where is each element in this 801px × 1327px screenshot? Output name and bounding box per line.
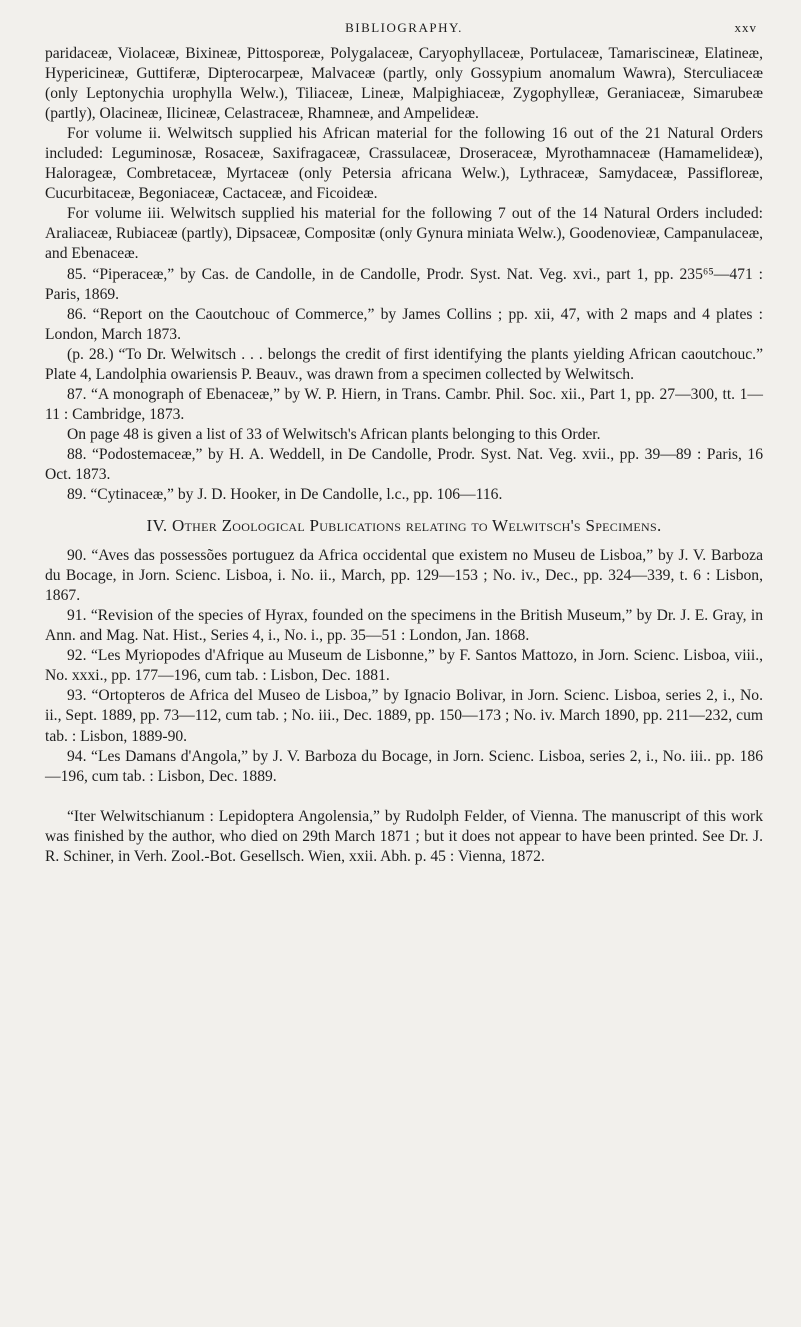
section-heading: [45, 515, 763, 537]
bib-entry-88: 88. “Podostemaceæ,” by H. A. Weddell, in De Candolle, Prodr. Syst. Nat. Veg. xvii., pp. 39—89 : Paris, 16 Oct. 1873.: [45, 445, 763, 483]
bib-note: (p. 28.) “To Dr. Welwitsch . . . belongs the credit of first identifying the plants yielding African caoutchouc.” Plate 4, Landolphia owariensis P. Beauv., was drawn from a specimen collected by Welwitsch.: [45, 345, 763, 383]
section-numeral: IV.: [146, 516, 168, 536]
bib-note: On page 48 is given a list of 33 of Welwitsch's African plants belonging to this Order.: [67, 425, 601, 443]
page-number: xxv: [734, 20, 757, 35]
bib-entry-92: 92. “Les Myriopodes d'Afrique au Museum de Lisbonne,” by F. Santos Mattozo, in Jorn. Scienc. Lisboa, viii., No. xxxi., pp. 177—196, cum tab. : Lisbon, Dec. 1881.: [45, 647, 763, 685]
running-head: [45, 8, 763, 44]
paragraph: For volume ii. Welwitsch supplied his African material for the following 16 out of the 21 Natural Orders included: Leguminosæ, Rosaceæ, Saxifragaceæ, Crassulaceæ, Droseraceæ, Myrothamnaceæ (Hamamelideæ), Halorageæ, Combretaceæ, Myrtaceæ (only Petersia africana Welw.), Lythraceæ, Samydaceæ, Passifloreæ, Cucurbitaceæ, Begoniaceæ, Cactaceæ, and Ficoideæ.: [45, 125, 763, 203]
paragraph: paridaceæ, Violaceæ, Bixineæ, Pittosporeæ, Polygalaceæ, Caryophyllaceæ, Portulaceæ, Tamariscineæ, Elatineæ, Hypericineæ, Guttiferæ, Dipterocarpeæ, Malvaceæ (partly, only Gossypium anomalum Wawra), Sterculiaceæ (only Leptonychia urophylla Welw.), Tiliaceæ, Lineæ, Malpighiaceæ, Zygophylleæ, Geraniaceæ, Simarubeæ (partly), Olacineæ, Ilicineæ, Celastraceæ, Rhamneæ, and Ampelideæ.: [45, 45, 763, 123]
bib-entry-91: 91. “Revision of the species of Hyrax, founded on the specimens in the British Museum,” by Dr. J. E. Gray, in Ann. and Mag. Nat. Hist., Series 4, i., No. i., pp. 35—51 : London, Jan. 1868.: [45, 607, 763, 645]
running-title: BIBLIOGRAPHY.: [345, 20, 463, 35]
section-title: Other Zoological Publications relating to Welwitsch's Specimens.: [171, 516, 662, 536]
paragraph: For volume iii. Welwitsch supplied his material for the following 7 out of the 14 Natural Orders included: Araliaceæ, Rubiaceæ (partly), Dipsaceæ, Compositæ (only Gynura miniata Welw.), Goodenovieæ, Campanulaceæ, and Ebenaceæ.: [45, 205, 763, 263]
body-text: [45, 44, 763, 867]
bib-entry-94: 94. “Les Damans d'Angola,” by J. V. Barboza du Bocage, in Jorn. Scienc. Lisboa, series 2, i., No. iii.. pp. 186—196, cum tab. : Lisbon, Dec. 1889.: [45, 747, 763, 785]
bib-entry-93: 93. “Ortopteros de Africa del Museo de Lisboa,” by Ignacio Bolivar, in Jorn. Scienc. Lisboa, series 2, i., No. ii., Sept. 1889, pp. 73—112, cum tab. ; No. iii., Dec. 1889, pp. 150—173 ; No. iv. March 1890, pp. 211—232, cum tab. : Lisbon, 1889-90.: [45, 687, 763, 745]
bib-note-felder: “Iter Welwitschianum : Lepidoptera Angolensia,” by Rudolph Felder, of Vienna. The manuscript of this work was finished by the author, who died on 29th March 1871 ; but it does not appear to have been printed. See Dr. J. R. Schiner, in Verh. Zool.-Bot. Gesellsch. Wien, xxii. Abh. p. 45 : Vienna, 1872.: [45, 807, 763, 865]
bib-entry-86: 86. “Report on the Caoutchouc of Commerce,” by James Collins ; pp. xii, 47, with 2 maps and 4 plates : London, March 1873.: [45, 305, 763, 343]
bib-entry-90: 90. “Aves das possessões portuguez da Africa occidental que existem no Museu de Lisboa,” by J. V. Barboza du Bocage, in Jorn. Scienc. Lisboa, i. No. ii., March, pp. 129—153 ; No. iv., Dec., pp. 324—339, t. 6 : Lisbon, 1867.: [45, 547, 763, 605]
bib-entry-85: 85. “Piperaceæ,” by Cas. de Candolle, in de Candolle, Prodr. Syst. Nat. Veg. xvi., part 1, pp. 235⁶⁵—471 : Paris, 1869.: [45, 265, 763, 303]
bib-entry-89: 89. “Cytinaceæ,” by J. D. Hooker, in De Candolle, l.c., pp. 106—116.: [67, 486, 503, 504]
bib-entry-87: 87. “A monograph of Ebenaceæ,” by W. P. Hiern, in Trans. Cambr. Phil. Soc. xii., Part 1, pp. 27—300, tt. 1—11 : Cambridge, 1873.: [45, 385, 763, 423]
